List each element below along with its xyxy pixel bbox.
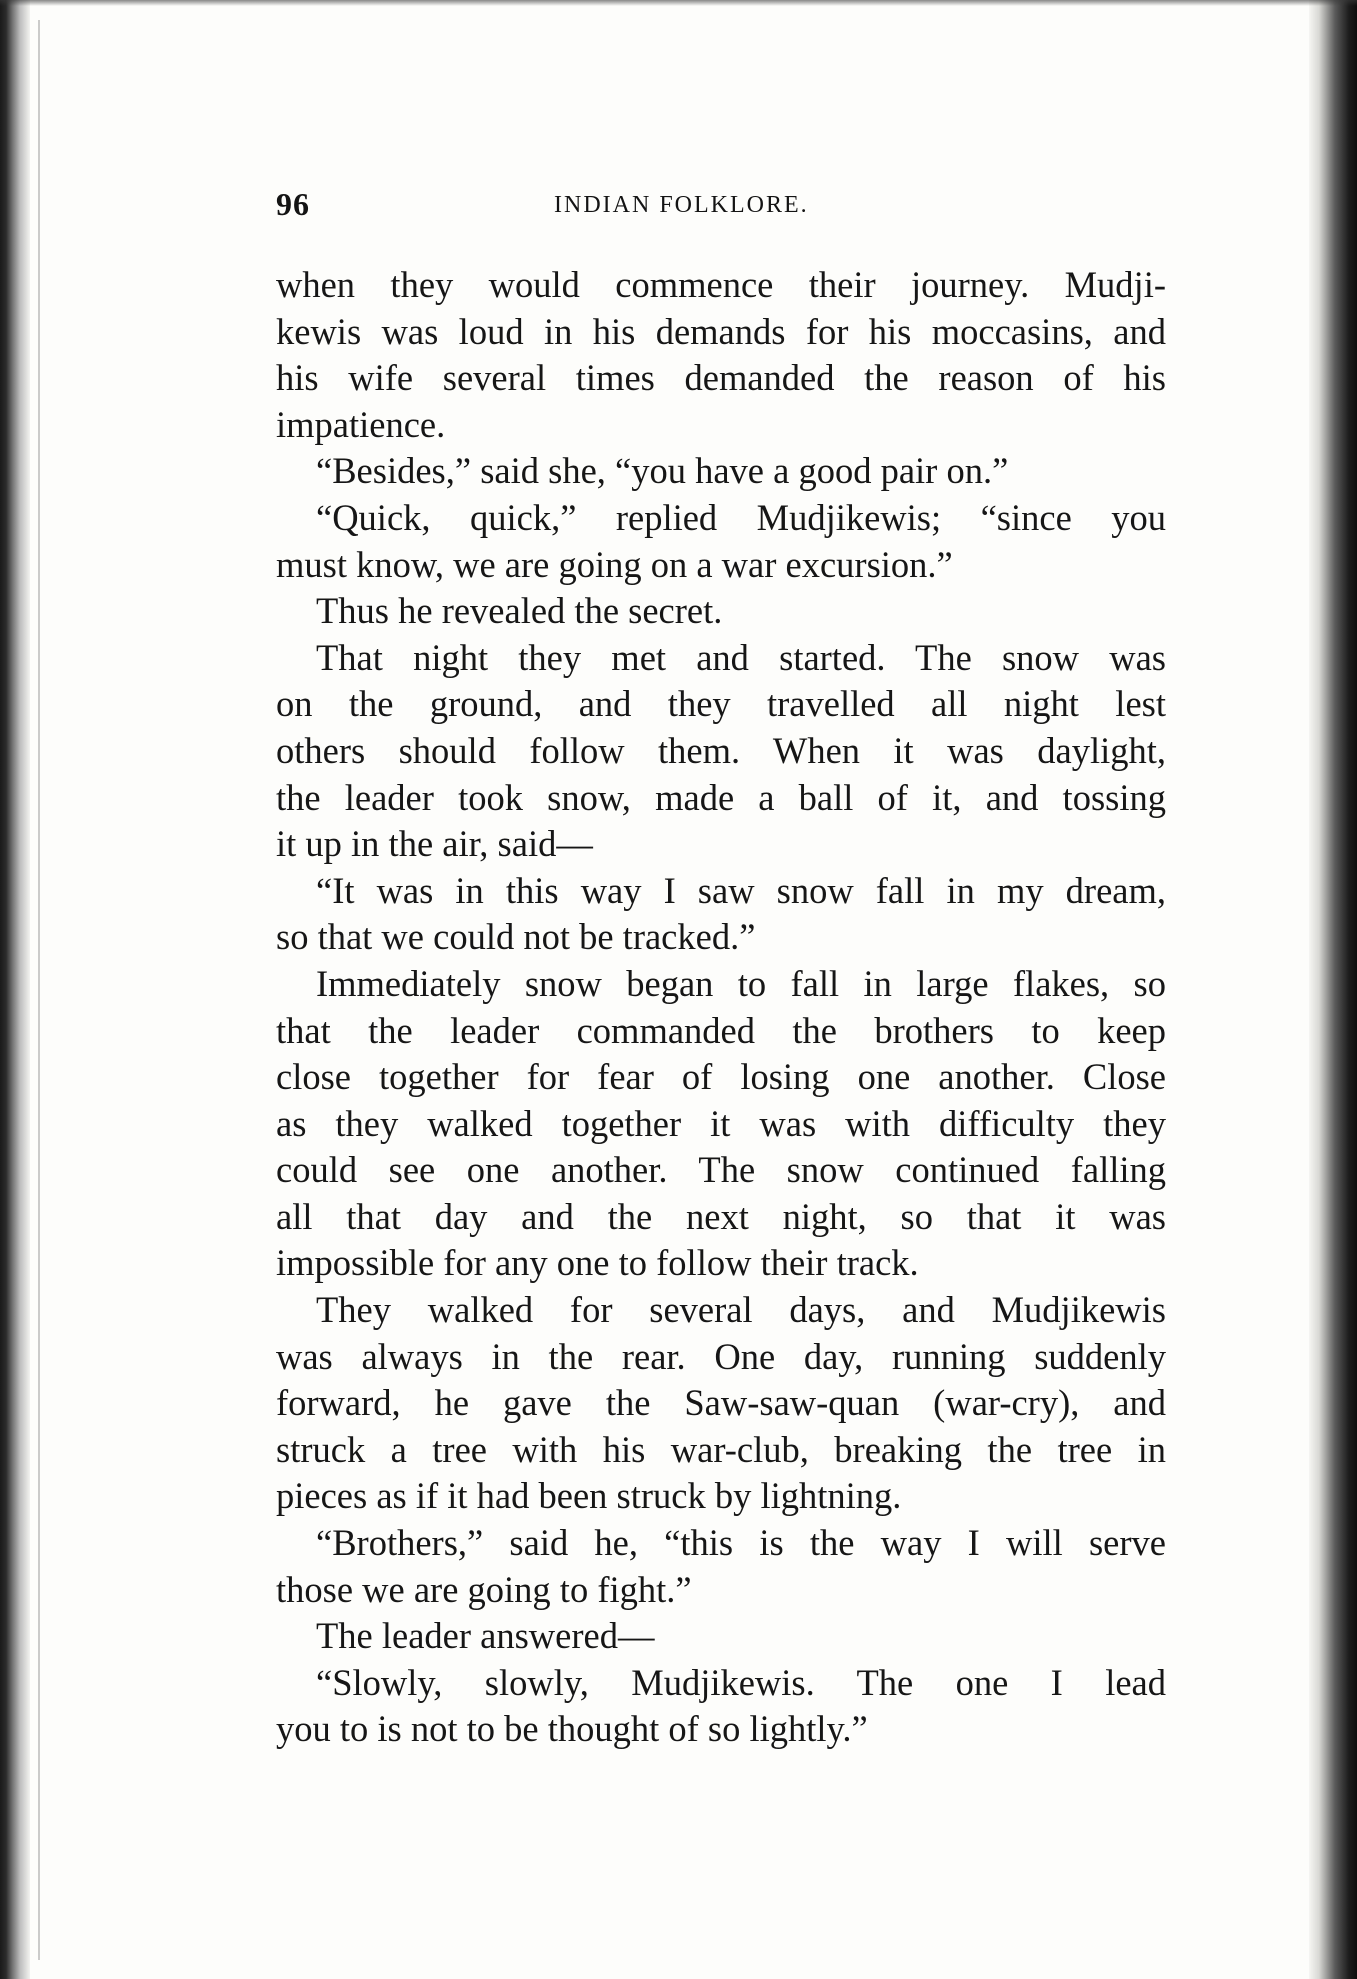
text-line: The leader answered—: [316, 1615, 655, 1657]
running-title: INDIAN FOLKLORE.: [554, 192, 809, 218]
text-line: pieces as if it had been struck by lightning.: [276, 1475, 902, 1517]
text-line: as they walked together it was with difficulty they: [276, 1102, 1166, 1144]
text-line: it up in the air, said—: [276, 823, 593, 865]
text-line: kewis was loud in his demands for his moccasins, and: [276, 310, 1166, 352]
text-line: on the ground, and they travelled all night lest: [276, 683, 1166, 725]
text-line: was always in the rear. One day, running suddenly: [276, 1335, 1166, 1377]
page-number: 96: [276, 186, 310, 222]
text-line: forward, he gave the Saw-saw-quan (war-cry), and: [276, 1382, 1166, 1424]
text-line: close together for fear of losing one another. Close: [276, 1056, 1166, 1098]
text-line: struck a tree with his war-club, breaking the tree in: [276, 1428, 1166, 1470]
text-line: others should follow them. When it was daylight,: [276, 729, 1166, 771]
text-line: all that day and the next night, so that it was: [276, 1195, 1166, 1237]
text-line: that the leader commanded the brothers to keep: [276, 1009, 1166, 1051]
text-line: the leader took snow, made a ball of it, and tossing: [276, 776, 1166, 818]
page-edge: [1309, 0, 1357, 1979]
text-line: his wife several times demanded the reason of his: [276, 357, 1166, 399]
text-line: impossible for any one to follow their track.: [276, 1242, 919, 1284]
binding-shadow-line: [38, 20, 40, 1960]
text-line: “It was in this way I saw snow fall in my dream,: [316, 869, 1166, 911]
text-line: Thus he revealed the secret.: [316, 590, 723, 632]
binding-edge: [0, 0, 30, 1979]
text-line: “Besides,” said she, “you have a good pair on.”: [316, 450, 1009, 492]
text-line: They walked for several days, and Mudjikewis: [316, 1289, 1166, 1331]
text-line: could see one another. The snow continued falling: [276, 1149, 1166, 1191]
text-line: you to is not to be thought of so lightly.”: [276, 1708, 868, 1750]
body-text: [276, 262, 1176, 1753]
text-line: so that we could not be tracked.”: [276, 916, 756, 958]
text-line: “Slowly, slowly, Mudjikewis. The one I lead: [316, 1661, 1166, 1703]
text-line: “Quick, quick,” replied Mudjikewis; “since you: [316, 496, 1166, 538]
text-line: impatience.: [276, 403, 446, 445]
text-line: “Brothers,” said he, “this is the way I will serve: [316, 1522, 1166, 1564]
text-line: when they would commence their journey. Mudji-: [276, 264, 1166, 305]
text-line: That night they met and started. The snow was: [316, 636, 1166, 678]
running-head: [276, 186, 1076, 226]
page-top-edge: [0, 0, 1357, 6]
text-line: Immediately snow began to fall in large flakes, so: [316, 962, 1166, 1004]
text-line: must know, we are going on a war excursion.”: [276, 543, 953, 585]
text-line: those we are going to fight.”: [276, 1568, 692, 1610]
